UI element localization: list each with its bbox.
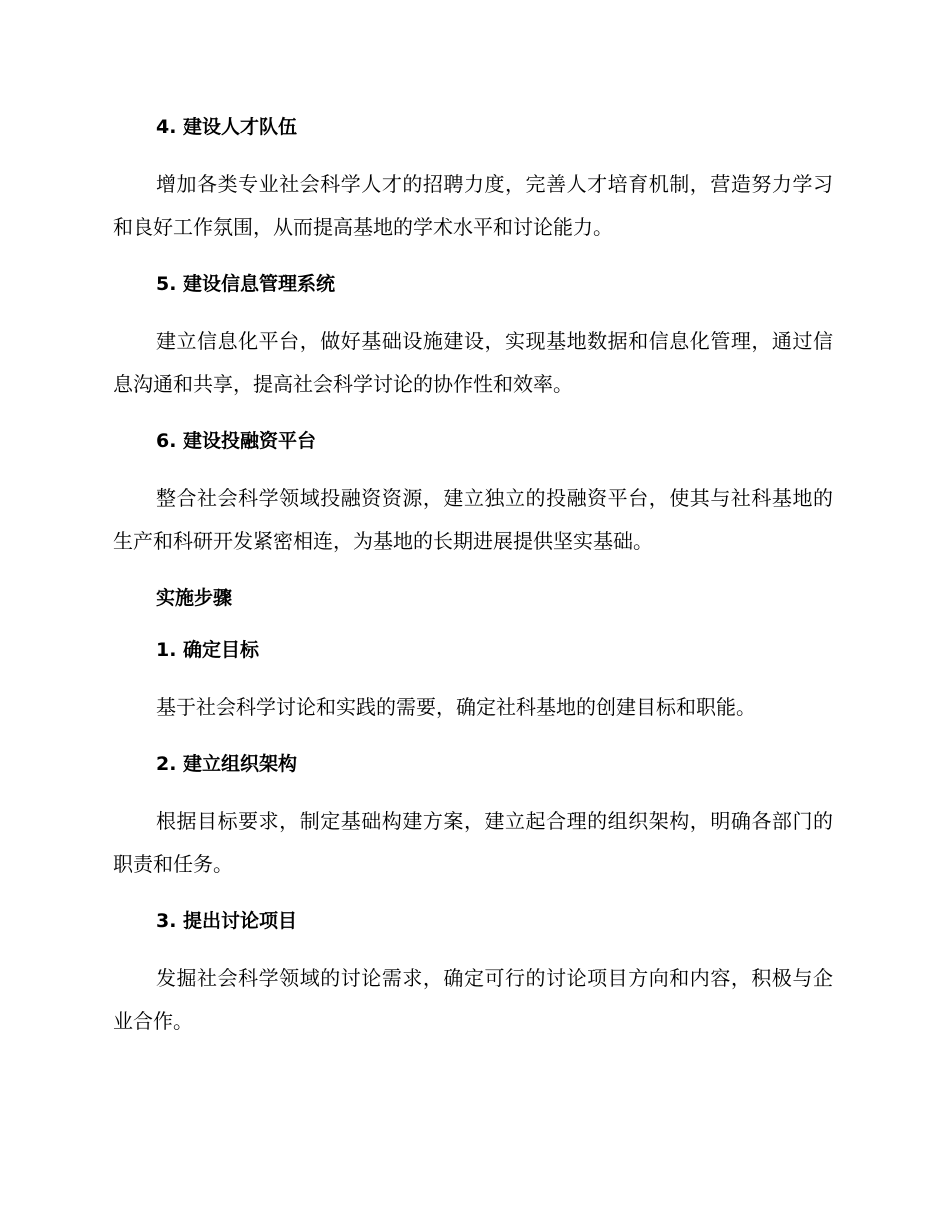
section-heading-investment-platform: 6. 建设投融资平台	[156, 430, 317, 452]
section-heading-info-system: 5. 建设信息管理系统	[156, 273, 336, 295]
section-heading-talent-team: 4. 建设人才队伍	[156, 116, 298, 138]
section-body-org-structure: 根据目标要求，制定基础构建方案，建立起合理的组织架构，明确各部门的职责和任务。	[113, 809, 833, 876]
section-heading-research-projects: 3. 提出讨论项目	[156, 910, 298, 932]
section-body-talent-team: 增加各类专业社会科学人才的招聘力度，完善人才培育机制，营造努力学习和良好工作氛围，从而提高基地的学术水平和讨论能力。	[113, 172, 833, 239]
document-page	[113, 110, 833, 1043]
section-body-investment-platform: 整合社会科学领域投融资资源，建立独立的投融资平台，使其与社科基地的生产和科研开发紧密相连，为基地的长期进展提供坚实基础。	[113, 486, 833, 553]
section-heading-implementation-steps: 实施步骤	[156, 587, 233, 609]
section-body-set-goals: 基于社会科学讨论和实践的需要，确定社科基地的创建目标和职能。	[156, 695, 756, 719]
section-heading-set-goals: 1. 确定目标	[156, 639, 260, 661]
section-body-info-system: 建立信息化平台，做好基础设施建设，实现基地数据和信息化管理，通过信息沟通和共享，提高社会科学讨论的协作性和效率。	[113, 329, 833, 396]
section-body-research-projects: 发掘社会科学领域的讨论需求，确定可行的讨论项目方向和内容，积极与企业合作。	[113, 966, 833, 1033]
section-heading-org-structure: 2. 建立组织架构	[156, 753, 298, 775]
